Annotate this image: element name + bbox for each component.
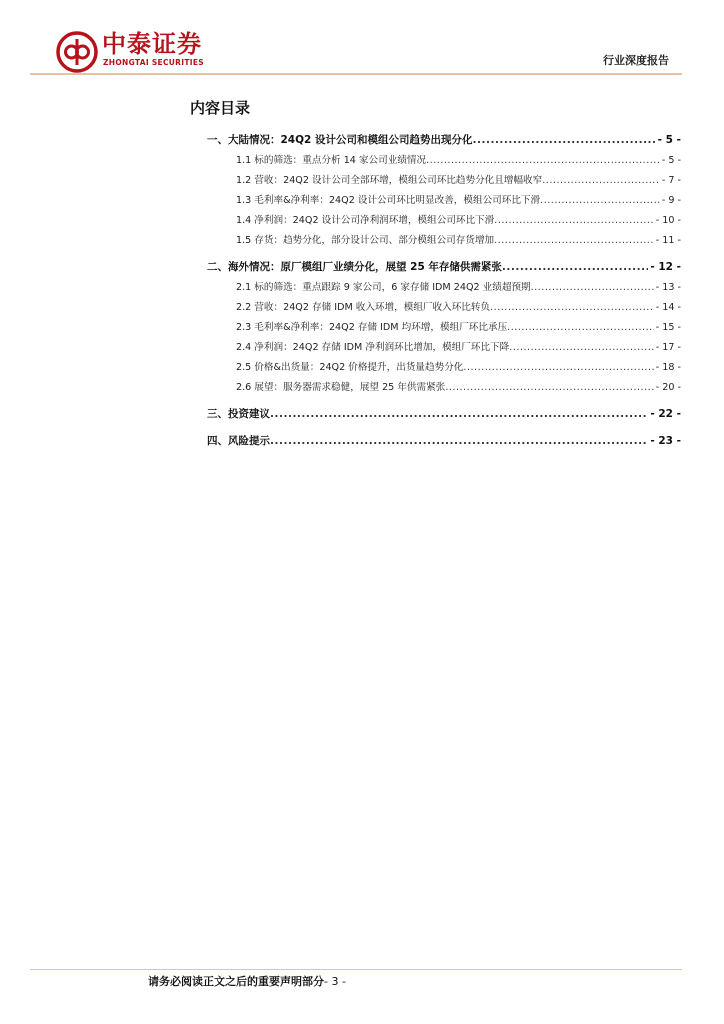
toc-entry-page: - 11 -: [655, 235, 681, 246]
toc-entry-title: 2.2 营收：24Q2 存储 IDM 收入环增，模组厂收入环比转负: [236, 302, 491, 313]
toc-entry-title: 2.4 净利润：24Q2 存储 IDM 净利润环比增加，模组厂环比下降: [236, 342, 510, 353]
toc-leader-dots: [540, 191, 660, 211]
toc-entry-section-3[interactable]: [207, 403, 681, 425]
toc-leader-dots: [270, 430, 648, 452]
toc-entry-title: 1.2 营收：24Q2 设计公司全部环增，模组公司环比趋势分化且增幅收窄: [236, 175, 543, 186]
disclaimer-notice: 请务必阅读正文之后的重要声明部分: [148, 975, 324, 988]
toc-entry-title: 1.5 存货：趋势分化，部分设计公司、部分模组公司存货增加: [236, 235, 495, 246]
toc-leader-dots: [507, 318, 654, 338]
report-type: 行业深度报告: [603, 54, 669, 67]
toc-entry-2-3[interactable]: [207, 318, 681, 338]
toc-entry-title: 1.1 标的筛选：重点分析 14 家公司业绩情况: [236, 155, 427, 166]
toc-entry-page: - 18 -: [655, 362, 681, 373]
toc-entry-2-6[interactable]: [207, 378, 681, 398]
toc-leader-dots: [490, 298, 654, 318]
toc-entry-page: - 13 -: [655, 282, 681, 293]
toc-entry-title: 一、大陆情况：24Q2 设计公司和模组公司趋势出现分化: [207, 134, 473, 146]
brand-name: 中泰证券: [102, 30, 202, 58]
toc-entry-2-4[interactable]: [207, 338, 681, 358]
toc-leader-dots: [494, 231, 654, 251]
toc-leader-dots: [445, 378, 653, 398]
toc-leader-dots: [509, 338, 653, 358]
toc-leader-dots: [542, 171, 660, 191]
toc-entry-page: - 14 -: [655, 302, 681, 313]
table-of-contents: [207, 129, 681, 452]
toc-entry-title: 2.1 标的筛选：重点跟踪 9 家公司，6 家存储 IDM 24Q2 业绩超预期: [236, 282, 531, 293]
toc-entry-page: - 10 -: [655, 215, 681, 226]
zhongtai-logo-icon: [56, 31, 98, 73]
toc-entry-1-3[interactable]: [207, 191, 681, 211]
toc-leader-dots: [270, 403, 648, 425]
toc-entry-page: - 15 -: [655, 322, 681, 333]
toc-leader-dots: [426, 151, 660, 171]
toc-leader-dots: [502, 256, 648, 278]
footer-divider: [30, 969, 682, 970]
toc-entry-page: - 5 -: [657, 134, 681, 146]
toc-entry-2-5[interactable]: [207, 358, 681, 378]
toc-entry-title: 1.4 净利润：24Q2 设计公司净利润环增，模组公司环比下滑: [236, 215, 495, 226]
toc-entry-section-4[interactable]: [207, 430, 681, 452]
toc-entry-page: - 22 -: [650, 408, 681, 420]
toc-leader-dots: [473, 129, 656, 151]
toc-entry-title: 2.6 展望：服务器需求稳健，展望 25 年供需紧张: [236, 382, 446, 393]
toc-entry-1-4[interactable]: [207, 211, 681, 231]
toc-entry-title: 2.5 价格&出货量：24Q2 价格提升，出货量趋势分化: [236, 362, 464, 373]
toc-entry-page: - 20 -: [655, 382, 681, 393]
toc-entry-title: 1.3 毛利率&净利率：24Q2 设计公司环比明显改善，模组公司环比下滑: [236, 195, 541, 206]
toc-leader-dots: [463, 358, 653, 378]
toc-entry-section-1[interactable]: [207, 129, 681, 151]
toc-entry-page: - 5 -: [661, 155, 681, 166]
toc-entry-1-5[interactable]: [207, 231, 681, 251]
toc-entry-page: - 23 -: [650, 435, 681, 447]
toc-title: 内容目录: [190, 99, 251, 117]
toc-entry-page: - 17 -: [655, 342, 681, 353]
page-footer: [148, 973, 346, 989]
toc-entry-title: 二、海外情况：原厂模组厂业绩分化，展望 25 年存储供需紧张: [207, 261, 502, 273]
toc-entry-page: - 12 -: [650, 261, 681, 273]
toc-entry-2-2[interactable]: [207, 298, 681, 318]
page-number: - 3 -: [324, 975, 346, 988]
page-header: [0, 0, 724, 80]
toc-entry-title: 2.3 毛利率&净利率：24Q2 存储 IDM 均环增，模组厂环比承压: [236, 322, 508, 333]
toc-entry-section-2[interactable]: [207, 256, 681, 278]
header-divider: [30, 73, 682, 75]
toc-entry-1-1[interactable]: [207, 151, 681, 171]
toc-entry-2-1[interactable]: [207, 278, 681, 298]
toc-entry-page: - 7 -: [661, 175, 681, 186]
toc-entry-title: 四、风险提示: [207, 435, 270, 447]
toc-entry-1-2[interactable]: [207, 171, 681, 191]
toc-leader-dots: [494, 211, 653, 231]
toc-entry-page: - 9 -: [661, 195, 681, 206]
toc-leader-dots: [531, 278, 654, 298]
brand-name-en: ZHONGTAI SECURITIES: [103, 58, 204, 67]
toc-entry-title: 三、投资建议: [207, 408, 270, 420]
